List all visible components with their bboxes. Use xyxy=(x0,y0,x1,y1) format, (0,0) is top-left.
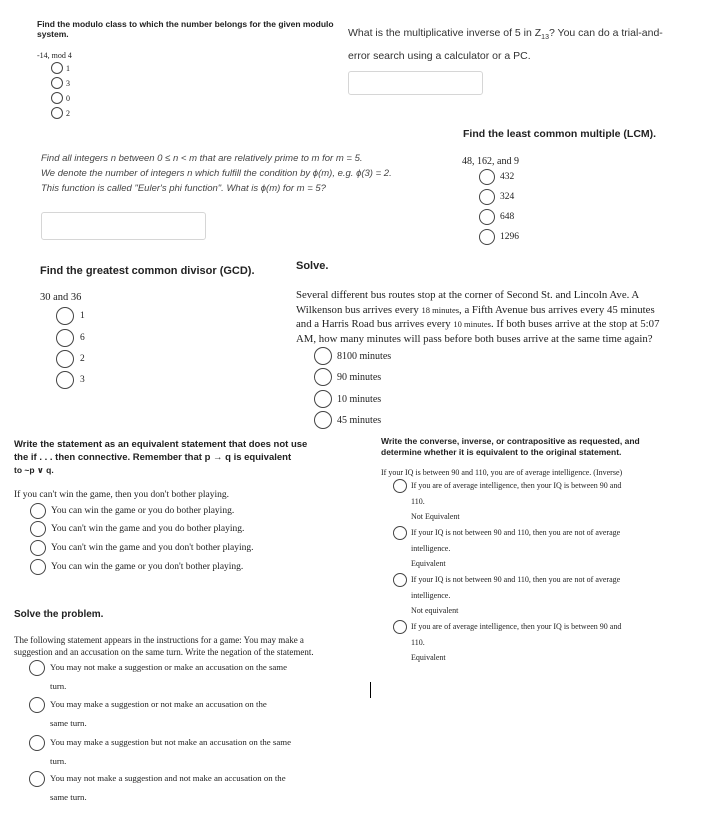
q5-option[interactable] xyxy=(56,307,85,325)
option-status: Not equivalent xyxy=(411,606,459,615)
q6-text xyxy=(296,288,701,346)
option-label: 432 xyxy=(500,172,515,182)
q2-text xyxy=(348,24,693,65)
radio-button[interactable] xyxy=(56,371,74,389)
option-label: 3 xyxy=(66,78,70,88)
q6-line2-b: 18 minutes xyxy=(421,304,460,315)
radio-button[interactable] xyxy=(30,540,46,556)
option-label: 2 xyxy=(80,354,85,364)
q2-text-a: What is the multiplicative inverse of 5 in xyxy=(348,27,535,39)
radio-button[interactable] xyxy=(51,77,63,89)
radio-button[interactable] xyxy=(56,307,74,325)
q6-title: Solve. xyxy=(296,260,329,272)
option-label-cont: intelligence. xyxy=(411,543,451,553)
q7-title xyxy=(14,439,364,477)
q5-title: Find the greatest common divisor (GCD). xyxy=(40,265,255,277)
radio-button[interactable] xyxy=(393,573,407,587)
q8-option[interactable] xyxy=(393,619,693,666)
radio-button[interactable] xyxy=(314,347,332,365)
q9-option[interactable] xyxy=(29,658,349,696)
q6-option[interactable] xyxy=(314,347,391,365)
q9-option[interactable] xyxy=(29,733,349,771)
option-label: 8100 minutes xyxy=(337,350,392,362)
option-label-cont: same turn. xyxy=(50,792,87,802)
radio-button[interactable] xyxy=(479,169,495,185)
q9-prompt-line2: suggestion and an accusation on the same turn. Write the negation of the statement. xyxy=(14,647,314,657)
q5-option[interactable] xyxy=(56,329,85,347)
radio-button[interactable] xyxy=(393,526,407,540)
radio-button[interactable] xyxy=(30,503,46,519)
q8-title xyxy=(381,436,701,458)
option-status: Equivalent xyxy=(411,653,446,662)
radio-button[interactable] xyxy=(29,697,45,713)
q4-line3: This function is called "Euler's phi function". What is ϕ(m) for m = 5? xyxy=(41,183,326,194)
text-cursor xyxy=(370,682,371,698)
q7-prompt: If you can't win the game, then you don't bother playing. xyxy=(14,490,230,500)
q3-title: Find the least common multiple (LCM). xyxy=(463,128,657,140)
option-label: 1 xyxy=(66,63,70,73)
option-label: You can't win the game and you don't bother playing. xyxy=(51,543,254,553)
q8-option[interactable] xyxy=(393,572,693,619)
option-label-cont: 110. xyxy=(411,637,425,647)
radio-button[interactable] xyxy=(51,92,63,104)
q1-option[interactable] xyxy=(51,77,70,89)
q8-title-line2: determine whether it is equivalent to the original statement. xyxy=(381,447,622,457)
q6-line3-a: and a Harris Road bus arrives every xyxy=(296,318,454,330)
q7-option[interactable] xyxy=(30,559,243,575)
q7-option[interactable] xyxy=(30,521,244,537)
q7-title-line3: to ~p ∨ q. xyxy=(14,465,54,475)
q6-line1: Several different bus routes stop at the corner of Second St. and Lincoln Ave. A xyxy=(296,289,640,301)
option-label: If your IQ is not between 90 and 110, then you are not of average xyxy=(411,528,621,537)
q6-line2-a: Wilkenson bus arrives every xyxy=(296,303,422,316)
option-label: If you are of average intelligence, then your IQ is between 90 and xyxy=(411,622,622,631)
q2-z: Z xyxy=(534,27,542,39)
option-label-cont: 110. xyxy=(411,496,425,506)
option-label-cont: same turn. xyxy=(50,718,87,728)
option-label: 6 xyxy=(80,333,85,343)
radio-button[interactable] xyxy=(29,771,45,787)
radio-button[interactable] xyxy=(314,368,332,386)
radio-button[interactable] xyxy=(30,559,46,575)
option-label: 10 minutes xyxy=(337,393,382,405)
q8-option[interactable] xyxy=(393,525,693,572)
q4-line2: We denote the number of integers n which fulfill the condition by ϕ(m), e.g. ϕ(3) = 2. xyxy=(41,168,392,179)
q7-option[interactable] xyxy=(30,503,234,519)
q3-option[interactable] xyxy=(479,229,519,245)
option-label: 324 xyxy=(500,192,515,202)
q3-option[interactable] xyxy=(479,169,514,185)
option-label: You can win the game or you don't bother playing. xyxy=(51,562,244,572)
option-label: 2 xyxy=(66,108,70,118)
q9-prompt xyxy=(14,634,374,658)
q6-option[interactable] xyxy=(314,390,381,408)
q1-option[interactable] xyxy=(51,92,70,104)
radio-button[interactable] xyxy=(314,411,332,429)
q5-option[interactable] xyxy=(56,350,85,368)
q6-line4: AM, how many minutes will pass before both buses arrive at the same time again? xyxy=(296,332,653,345)
q7-option[interactable] xyxy=(30,540,253,556)
option-label: 1 xyxy=(80,311,85,321)
radio-button[interactable] xyxy=(29,660,45,676)
q6-line2-c: , a Fifth Avenue bus arrives every 45 minutes xyxy=(459,303,655,316)
radio-button[interactable] xyxy=(479,189,495,205)
option-label: If you are of average intelligence, then your IQ is between 90 and xyxy=(411,481,622,490)
q6-line3 xyxy=(296,317,701,332)
q1-prompt: -14, mod 4 xyxy=(37,51,72,60)
option-label-cont: turn. xyxy=(50,756,67,766)
q9-option[interactable] xyxy=(29,769,349,807)
option-label: You can't win the game and you do bother playing. xyxy=(51,524,245,534)
radio-button[interactable] xyxy=(56,329,74,347)
option-label: You may not make a suggestion or make an accusation on the same xyxy=(50,662,288,672)
option-status: Equivalent xyxy=(411,559,446,568)
q3-option[interactable] xyxy=(479,189,514,205)
radio-button[interactable] xyxy=(393,620,407,634)
q2-sub: 13 xyxy=(541,34,549,42)
radio-button[interactable] xyxy=(30,521,46,537)
q1-title: Find the modulo class to which the number belongs for the given modulo system. xyxy=(37,19,334,39)
option-label: You may not make a suggestion and not make an accusation on the xyxy=(50,773,286,783)
q5-prompt: 30 and 36 xyxy=(40,292,82,303)
q9-option[interactable] xyxy=(29,695,349,733)
radio-button[interactable] xyxy=(51,62,63,74)
q3-option[interactable] xyxy=(479,209,514,225)
q8-option[interactable] xyxy=(393,478,693,525)
q4-answer-input[interactable] xyxy=(41,212,206,240)
q9-title: Solve the problem. xyxy=(14,609,104,620)
option-label: 1296 xyxy=(500,232,519,242)
option-label: You may make a suggestion but not make an accusation on the same xyxy=(50,737,291,747)
option-label-cont: turn. xyxy=(50,681,67,691)
q3-prompt: 48, 162, and 9 xyxy=(462,156,519,167)
q6-line2 xyxy=(296,303,701,318)
q7-title-line2: the if . . . then connective. Remember that p → q is equivalent xyxy=(14,451,292,463)
q6-line3-c: . If both buses arrive at the stop at 5:07 xyxy=(490,318,660,330)
option-label: 3 xyxy=(80,375,85,385)
option-status: Not Equivalent xyxy=(411,512,460,521)
radio-button[interactable] xyxy=(29,735,45,751)
q1-option[interactable] xyxy=(51,62,70,74)
q9-prompt-line1: The following statement appears in the instructions for a game: You may make a xyxy=(14,635,304,645)
q4-line1: Find all integers n between 0 ≤ n < m that are relatively prime to m for m = 5. xyxy=(41,153,363,164)
option-label: If your IQ is not between 90 and 110, then you are not of average xyxy=(411,575,621,584)
option-label: 45 minutes xyxy=(337,414,382,426)
q4-text xyxy=(41,151,461,196)
radio-button[interactable] xyxy=(56,350,74,368)
option-label: 0 xyxy=(66,93,70,103)
q1-option[interactable] xyxy=(51,107,70,119)
option-label: You can win the game or you do bother playing. xyxy=(51,506,235,516)
option-label-cont: intelligence. xyxy=(411,590,451,600)
q7-title-line1: Write the statement as an equivalent statement that does not use xyxy=(14,439,308,450)
option-label: You may make a suggestion or not make an accusation on the xyxy=(50,699,267,709)
radio-button[interactable] xyxy=(479,229,495,245)
q2-answer-input[interactable] xyxy=(348,71,483,95)
radio-button[interactable] xyxy=(393,479,407,493)
q6-line3-b: 10 minutes xyxy=(453,319,491,329)
radio-button[interactable] xyxy=(479,209,495,225)
q8-title-line1: Write the converse, inverse, or contrapositive as requested, and xyxy=(381,436,640,446)
q2-text-b: ? You can do a trial-and- xyxy=(548,27,663,39)
radio-button[interactable] xyxy=(51,107,63,119)
q6-option[interactable] xyxy=(314,368,381,386)
option-label: 90 minutes xyxy=(337,371,382,383)
q8-prompt: If your IQ is between 90 and 110, you are of average intelligence. (Inverse) xyxy=(381,468,623,477)
q2-text-c: error search using a calculator or a PC. xyxy=(348,50,531,63)
radio-button[interactable] xyxy=(314,390,332,408)
q5-option[interactable] xyxy=(56,371,85,389)
q6-option[interactable] xyxy=(314,411,381,429)
option-label: 648 xyxy=(500,212,515,222)
